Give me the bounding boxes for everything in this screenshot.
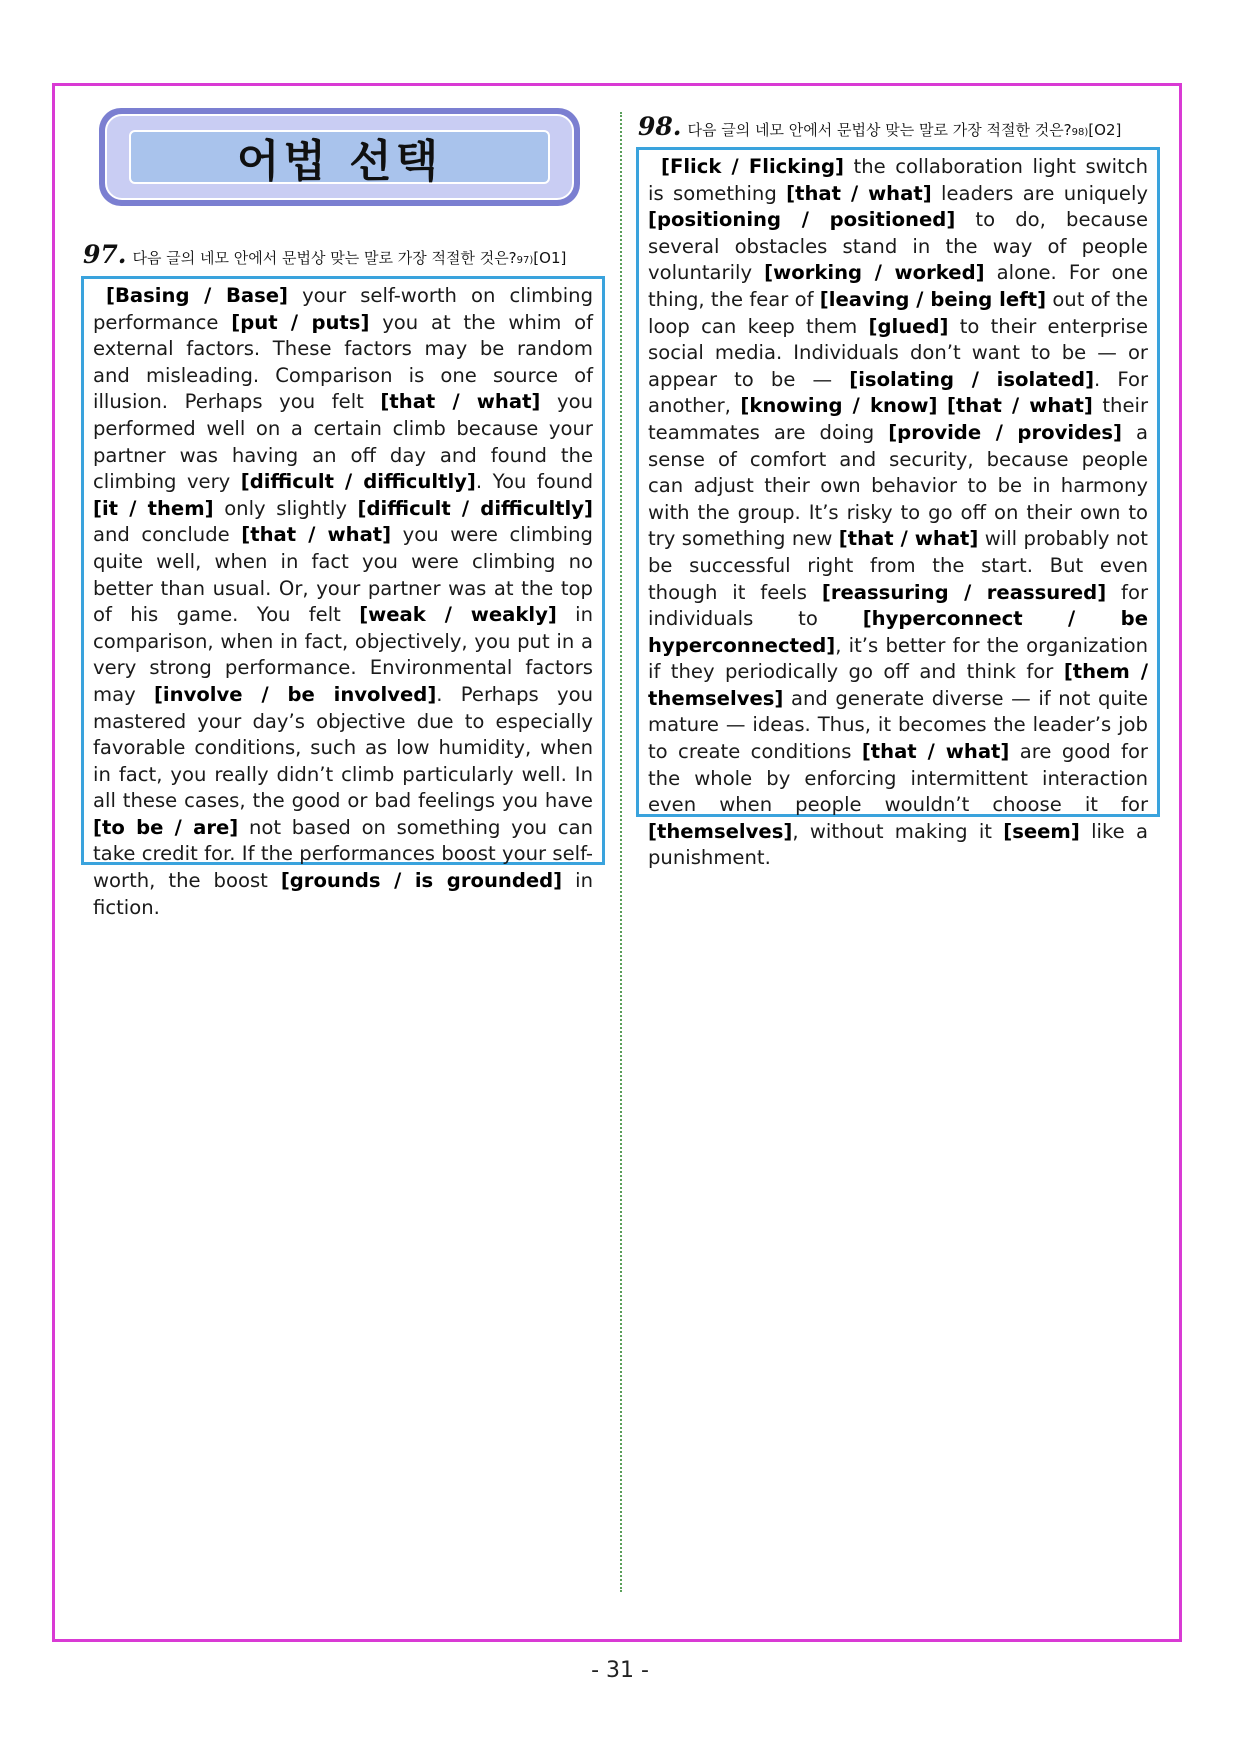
- grammar-choice: [isolating / isolated]: [849, 367, 1095, 391]
- passage-segment: , it’s better for the organization if they periodically go off and think for: [648, 633, 1148, 684]
- passage-segment: in comparison, when in fact, objectively, you put in a very strong performance. Environmental factors may: [93, 603, 594, 706]
- grammar-choice: [grounds / is grounded]: [280, 869, 563, 893]
- passage-segment: , without making it: [792, 819, 1004, 843]
- section-title-badge: [99, 108, 580, 206]
- section-title: 어법 선택: [236, 136, 443, 187]
- question-ref-sup: 98): [1071, 127, 1089, 138]
- grammar-choice: [Flick / Flicking]: [661, 155, 844, 178]
- passage-segment: . You found: [475, 470, 594, 494]
- grammar-choice: [involve / be involved]: [153, 682, 437, 706]
- section-title-border: [105, 114, 574, 200]
- section-title-panel: [129, 130, 550, 187]
- grammar-choice: [reassuring / reassured]: [821, 580, 1107, 604]
- passage-segment: out of the loop can keep them: [648, 287, 1148, 338]
- grammar-choice: [difficult / difficultly]: [240, 470, 476, 494]
- grammar-choice: [glued]: [868, 314, 949, 338]
- question-ref-sup: 97): [516, 255, 534, 266]
- passage-segment: a sense of comfort and security, because people can adjust their own behavior to be in harmony with the group. It’s risky to go off on their own to try something new: [648, 420, 1148, 551]
- passage-segment: alone. For one thing, the fear of: [648, 261, 1148, 311]
- passage-text: [648, 154, 1148, 872]
- passage-segment: to do, because several obstacles stand in the way of people voluntarily: [648, 208, 1148, 285]
- grammar-choice: [difficult / difficultly]: [357, 496, 593, 520]
- grammar-choice: [put / puts]: [231, 310, 370, 334]
- grammar-choice: [that / what]: [838, 527, 979, 551]
- question-ref-code: [O2]: [1088, 121, 1122, 139]
- question-98-header: [638, 112, 1121, 141]
- passage-segment: the collaboration light switch is something: [648, 155, 1148, 205]
- question-ref-code: [O1]: [533, 249, 567, 267]
- grammar-choice: [positioning / positioned]: [648, 208, 956, 232]
- passage-segment: for individuals to: [648, 580, 1149, 631]
- passage-segment: . For another,: [648, 367, 1148, 418]
- passage-segment: you were climbing quite well, when in fact you were climbing no better than usual. Or, your partner was at the top of his game. You felt: [93, 523, 593, 627]
- grammar-choice: [it / them]: [93, 496, 214, 520]
- grammar-choice: [leaving / being left]: [819, 287, 1047, 311]
- page-number: - 31 -: [591, 1658, 649, 1683]
- passage-segment: your self-worth on climbing performance: [93, 284, 594, 334]
- column-divider: [620, 112, 622, 1592]
- passage-segment: and conclude: [93, 523, 242, 547]
- grammar-choice: [to be / are]: [93, 815, 239, 839]
- passage-text: [93, 283, 593, 921]
- passage-segment: like a punishment.: [648, 819, 1148, 870]
- grammar-choice: [weak / weakly]: [359, 603, 557, 627]
- question-number: 97.: [83, 240, 127, 269]
- grammar-choice: [that / what]: [380, 390, 541, 414]
- question-98-passage: [636, 147, 1160, 870]
- grammar-choice: [seem]: [1003, 819, 1080, 843]
- passage-segment: . Perhaps you mastered your day’s objective due to especially favorable conditions, such as low humidity, when in fact, you really didn’t climb particularly well. In all these cases, the good or bad feelings you have: [93, 682, 593, 813]
- passage-segment: in fiction.: [93, 869, 593, 919]
- passage-segment: not based on something you can take credit for. If the performances boost your self-worth, the boost: [93, 815, 593, 893]
- grammar-choice: [knowing / know]: [740, 394, 938, 418]
- grammar-choice: [hyperconnect / be hyperconnected]: [648, 607, 1148, 657]
- grammar-choice: [themselves]: [648, 819, 793, 843]
- passage-segment: [937, 394, 947, 417]
- passage-segment: and generate diverse — if not quite mature — ideas. Thus, it becomes the leader’s job to create conditions: [648, 686, 1148, 764]
- grammar-choice: [that / what]: [861, 740, 1010, 764]
- passage-segment: are good for the whole by enforcing intermittent interaction even when people wouldn’t choose it for: [648, 740, 1148, 817]
- passage-segment: will probably not be successful right from the start. But even though it feels: [648, 527, 1148, 604]
- grammar-choice: [that / what]: [786, 181, 932, 205]
- passage-segment: leaders are uniquely: [931, 181, 1148, 205]
- question-prompt: 다음 글의 네모 안에서 문법상 맞는 말로 가장 적절한 것은?: [687, 121, 1072, 139]
- grammar-choice: [working / worked]: [764, 261, 985, 285]
- passage-segment: you performed well on a certain climb because your partner was having an off day and found the climbing very: [93, 390, 593, 494]
- passage-segment: only slightly: [213, 496, 358, 520]
- grammar-choice: [that / what]: [241, 523, 392, 547]
- question-97-header: [83, 240, 566, 269]
- grammar-choice: [them / themselves]: [648, 660, 1148, 710]
- question-prompt: 다음 글의 네모 안에서 문법상 맞는 말로 가장 적절한 것은?: [132, 249, 517, 267]
- question-number: 98.: [638, 112, 682, 141]
- grammar-choice: [provide / provides]: [888, 420, 1122, 444]
- grammar-choice: [Basing / Base]: [106, 284, 289, 307]
- grammar-choice: [that / what]: [946, 394, 1093, 418]
- passage-segment: you at the whim of external factors. These factors may be random and misleading. Comparison is one source of illusion. Perhaps you felt: [93, 310, 593, 414]
- question-97-passage: [81, 276, 605, 919]
- passage-segment: their teammates are doing: [648, 394, 1149, 444]
- passage-segment: to their enterprise social media. Individuals don’t want to be — or appear to be —: [648, 314, 1148, 391]
